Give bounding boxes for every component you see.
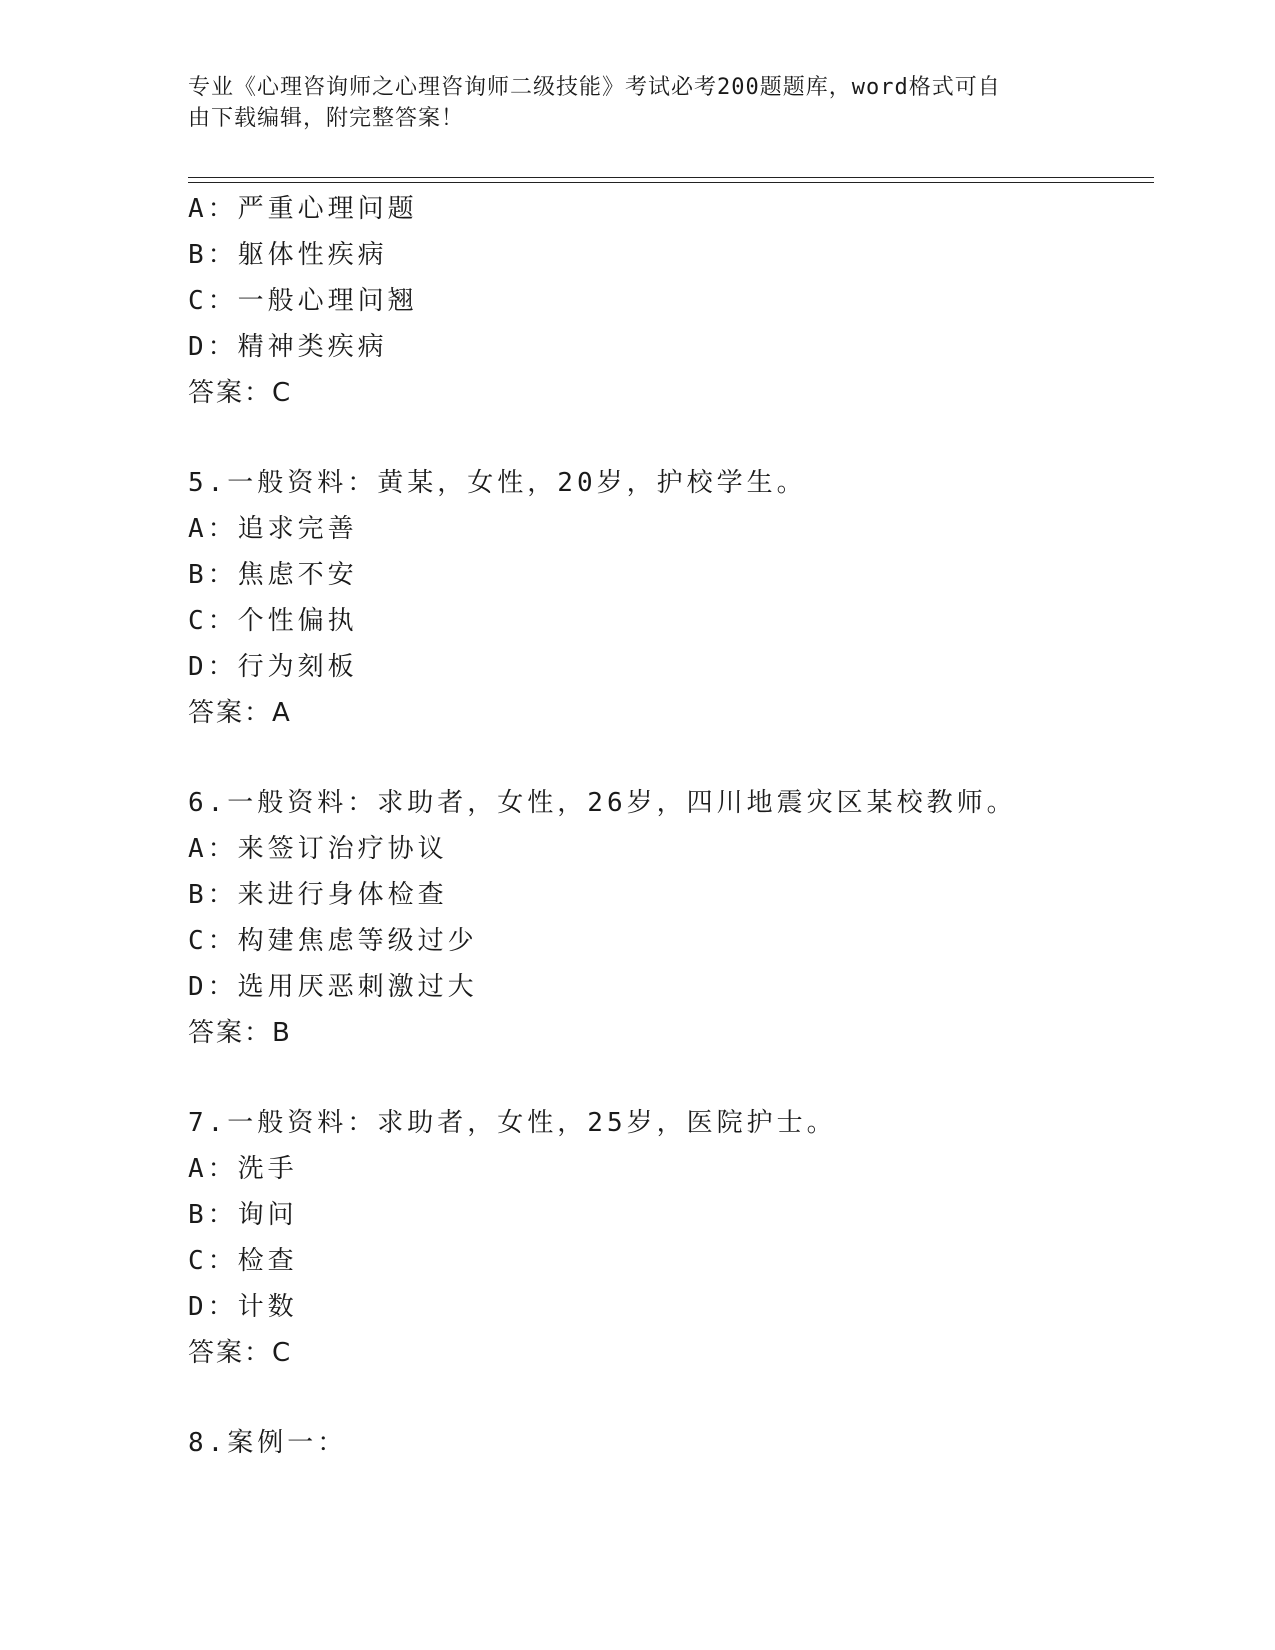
document-header xyxy=(188,72,1068,134)
question-block-7 xyxy=(188,1100,1154,1376)
option-b: B：询问 xyxy=(188,1200,298,1230)
answer-line: 答案：B xyxy=(188,1018,292,1048)
question-block-8 xyxy=(188,1420,1154,1466)
question-block-6 xyxy=(188,780,1154,1056)
answer-line: 答案：A xyxy=(188,698,292,728)
answer-line: 答案：C xyxy=(188,1338,293,1368)
header-divider-top xyxy=(188,177,1154,178)
question-text: 5.一般资料：黄某，女性，20岁，护校学生。 xyxy=(188,468,807,498)
block-spacer xyxy=(188,1056,1154,1100)
option-d: D：计数 xyxy=(188,1292,298,1322)
block-spacer xyxy=(188,736,1154,780)
question-text: 6.一般资料：求助者，女性，26岁，四川地震灾区某校教师。 xyxy=(188,788,1017,818)
option-a: A：严重心理问题 xyxy=(188,194,418,224)
header-line-2: 由下载编辑，附完整答案！ xyxy=(188,106,465,131)
block-spacer xyxy=(188,416,1154,460)
option-d: D：行为刻板 xyxy=(188,652,358,682)
option-c: C：检查 xyxy=(188,1246,298,1276)
question-text: 7.一般资料：求助者，女性，25岁，医院护士。 xyxy=(188,1108,837,1138)
option-a: A：洗手 xyxy=(188,1154,298,1184)
option-b: B：躯体性疾病 xyxy=(188,240,388,270)
option-d: D：精神类疾病 xyxy=(188,332,388,362)
question-block-5 xyxy=(188,460,1154,736)
question-text: 8.案例一： xyxy=(188,1428,348,1458)
header-line-1: 专业《心理咨询师之心理咨询师二级技能》考试必考200题题库，word格式可自 xyxy=(188,75,1001,100)
option-a: A：追求完善 xyxy=(188,514,358,544)
answer-line: 答案：C xyxy=(188,378,293,408)
block-spacer xyxy=(188,1376,1154,1420)
option-d: D：选用厌恶刺激过大 xyxy=(188,972,478,1002)
option-c: C：一般心理问翘 xyxy=(188,286,418,316)
option-c: C：个性偏执 xyxy=(188,606,358,636)
option-a: A：来签订治疗协议 xyxy=(188,834,448,864)
option-c: C：构建焦虑等级过少 xyxy=(188,926,478,956)
question-block-4 xyxy=(188,186,1154,416)
option-b: B：焦虑不安 xyxy=(188,560,358,590)
question-list xyxy=(188,186,1154,1466)
header-divider-bottom xyxy=(188,182,1154,183)
option-b: B：来进行身体检查 xyxy=(188,880,448,910)
